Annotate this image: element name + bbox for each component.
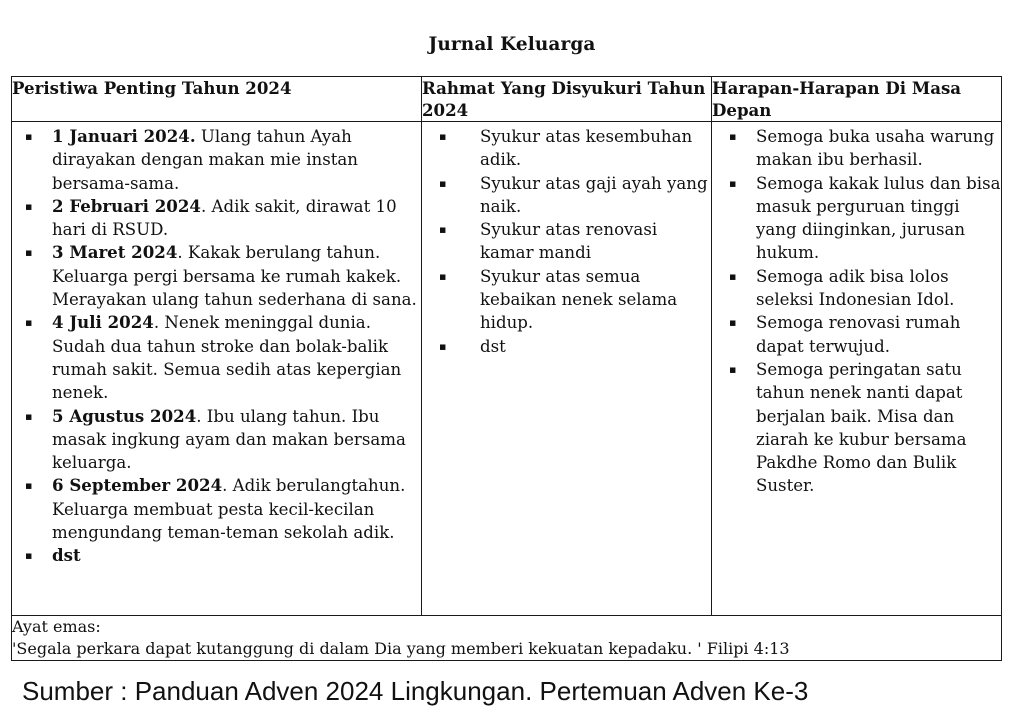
header-hopes: Harapan-Harapan Di Masa Depan [712, 77, 1002, 122]
verse-cell [12, 616, 1002, 661]
event-text: . Kakak berulang tahun. Keluarga pergi bersama ke rumah kakek. Merayakan ulang tahun sederhana di sana. [52, 243, 417, 310]
hope-text: Semoga kakak lulus dan bisa masuk perguruan tinggi yang diinginkan, jurusan hukum. [756, 173, 1001, 263]
event-item [12, 311, 421, 404]
hope-text: Semoga adik bisa lolos seleksi Indonesian Idol. [756, 266, 955, 310]
hope-text: Semoga peringatan satu tahun nenek nanti dapat berjalan baik. Misa dan ziarah ke kubur bersama Pakdhe Romo dan Bulik Suster. [756, 359, 967, 496]
hope-item [712, 172, 1001, 265]
event-date: 2 Februari 2024 [52, 195, 201, 216]
event-date: 3 Maret 2024 [52, 242, 178, 263]
header-thanks: Rahmat Yang Disyukuri Tahun 2024 [422, 77, 712, 122]
event-date: 5 Agustus 2024 [52, 405, 197, 426]
bullet-icon: ▪ [729, 130, 737, 143]
bullet-icon: ▪ [729, 362, 737, 376]
event-item [12, 544, 421, 567]
header-events: Peristiwa Penting Tahun 2024 [12, 77, 422, 122]
content-row [12, 122, 1002, 616]
event-date: 4 Juli 2024 [52, 312, 154, 333]
event-item [12, 195, 421, 242]
journal-table [11, 76, 1002, 661]
event-item [12, 405, 421, 475]
bullet-icon: ▪ [25, 316, 33, 330]
hope-item [712, 311, 1001, 358]
thanks-item [422, 265, 711, 335]
thanks-item [422, 125, 711, 172]
hope-text: Semoga renovasi rumah dapat terwujud. [756, 313, 961, 356]
thanks-text: Syukur atas semua kebaikan nenek selama hidup. [480, 266, 678, 333]
hope-item [712, 358, 1001, 498]
thanks-text: Syukur atas renovasi kamar mandi [480, 220, 658, 263]
event-date: 6 September 2024 [52, 475, 223, 496]
bullet-icon: ▪ [439, 176, 447, 190]
journal-title: Jurnal Keluarga [428, 34, 596, 55]
thanks-text: Syukur atas gaji ayah yang naik. [480, 173, 708, 216]
bullet-icon: ▪ [25, 549, 33, 563]
bullet-icon: ▪ [25, 199, 33, 213]
hope-text: Semoga buka usaha warung makan ibu berhasil. [756, 127, 995, 170]
event-text: Ulang tahun Ayah dirayakan dengan makan mie instan bersama-sama. [52, 127, 358, 193]
bullet-icon: ▪ [25, 246, 33, 260]
bullet-icon: ▪ [729, 316, 737, 330]
event-date: 1 Januari 2024. [52, 126, 196, 146]
verse-row [12, 616, 1002, 661]
bullet-icon: ▪ [729, 269, 737, 283]
event-item [12, 125, 421, 195]
bullet-icon: ▪ [439, 223, 447, 237]
thanks-cell [422, 122, 712, 616]
hopes-list [712, 125, 1001, 498]
header-row [12, 77, 1002, 122]
events-list [12, 122, 421, 615]
bullet-icon: ▪ [439, 269, 447, 283]
hopes-cell [712, 122, 1002, 616]
bullet-icon: ▪ [25, 409, 33, 423]
event-item [12, 474, 421, 544]
events-cell [12, 122, 422, 616]
event-date: dst [52, 545, 81, 566]
bullet-icon: ▪ [439, 339, 447, 353]
hope-item [712, 125, 1001, 172]
event-text: . Adik berulangtahun. Keluarga membuat pesta kecil-kecilan mengundang teman-teman sekolah adik. [52, 476, 406, 543]
event-text: . Nenek meninggal dunia. Sudah dua tahun stroke dan bolak-balik rumah sakit. Semua sedih atas kepergian nenek. [52, 313, 402, 403]
event-text: . Adik sakit, dirawat 10 hari di RSUD. [52, 196, 397, 240]
thanks-item [422, 335, 711, 358]
thanks-text: Syukur atas kesembuhan adik. [480, 127, 693, 170]
bullet-icon: ▪ [25, 479, 33, 493]
bullet-icon: ▪ [439, 130, 447, 143]
bullet-icon: ▪ [25, 130, 33, 143]
thanks-list [422, 125, 711, 358]
verse-text: 'Segala perkara dapat kutanggung di dalam Dia yang memberi kekuatan kepadaku. ' Filipi 4:13 [12, 639, 790, 658]
verse-label: Ayat emas: [12, 617, 101, 636]
event-text: . Ibu ulang tahun. Ibu masak ingkung ayam dan makan bersama keluarga. [52, 406, 406, 473]
event-item [12, 241, 421, 311]
hope-item [712, 265, 1001, 312]
thanks-item [422, 172, 711, 219]
source-caption: Sumber : Panduan Adven 2024 Lingkungan. Pertemuan Adven Ke-3 [22, 676, 809, 706]
thanks-item [422, 218, 711, 265]
thanks-text: dst [480, 336, 506, 356]
bullet-icon: ▪ [729, 176, 737, 190]
